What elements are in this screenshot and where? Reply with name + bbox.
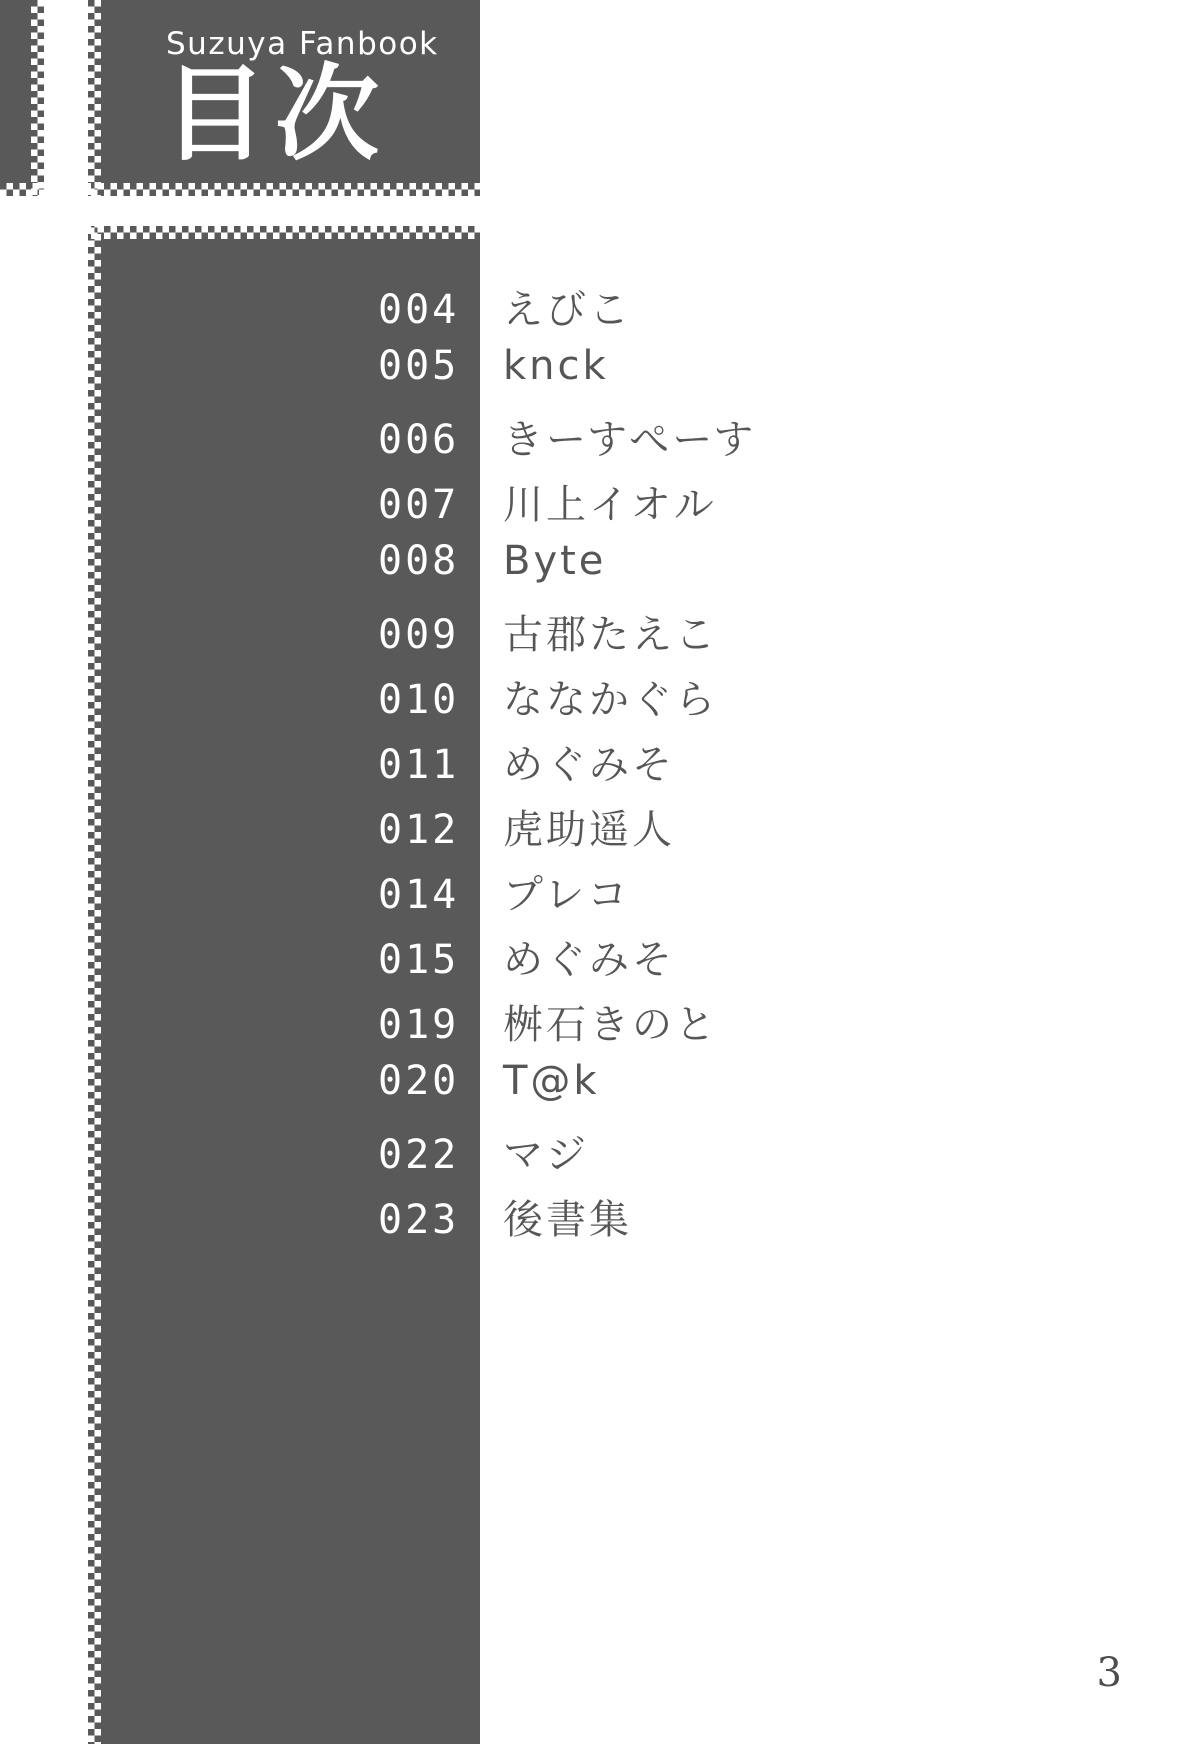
list-item[interactable] [378,863,978,928]
list-item[interactable] [378,1058,978,1123]
list-item[interactable] [378,733,978,798]
list-item[interactable] [378,408,978,473]
list-item[interactable] [378,1123,978,1188]
toc-entry-name: えびこ [503,287,632,333]
fanbook-subtitle: Suzuya Fanbook [166,26,439,62]
list-item[interactable] [378,343,978,408]
toc-page-number: 020 [378,1058,460,1104]
toc-page-number: 019 [378,1002,460,1048]
toc-page-number: 006 [378,417,460,463]
toc-page-number: 009 [378,612,460,658]
toc-page-number: 005 [378,343,460,389]
list-item[interactable] [378,668,978,733]
toc-page-number: 012 [378,807,460,853]
ribbon-zigzag-right-icon [88,0,101,1744]
toc-entry-name: 古郡たえこ [503,612,718,658]
toc-page-number: 014 [378,872,460,918]
toc-entry-name: ななかぐら [503,677,718,723]
list-item[interactable] [378,928,978,993]
toc-page-number: 011 [378,742,460,788]
toc-entry-name: 後書集 [503,1197,632,1243]
page-title: 目次 [163,53,388,175]
toc-entry-name: マジ [503,1132,589,1178]
toc-page-number: 008 [378,538,460,584]
toc-page-number: 007 [378,482,460,528]
list-item[interactable] [378,1188,978,1253]
toc-entry-name: めぐみそ [503,937,675,983]
toc-page-number: 023 [378,1197,460,1243]
toc-page-number: 004 [378,287,460,333]
toc-page-number: 022 [378,1132,460,1178]
toc-entry-name: めぐみそ [503,742,675,788]
toc-entry-name: T@k [503,1058,600,1104]
list-item[interactable] [378,798,978,863]
toc-page-number: 015 [378,937,460,983]
table-of-contents [378,278,978,1253]
vertical-ribbon [44,0,88,1744]
toc-entry-name: 桝石きのと [503,1002,718,1048]
toc-entry-name: きーすぺーす [503,417,757,463]
list-item[interactable] [378,278,978,343]
list-item[interactable] [378,993,978,1058]
toc-entry-name: knck [503,343,609,389]
list-item[interactable] [378,473,978,538]
ribbon-zigzag-left-icon [31,0,44,1744]
list-item[interactable] [378,538,978,603]
folio-page-number: 3 [1096,1650,1122,1696]
toc-entry-name: Byte [503,538,607,584]
list-item[interactable] [378,603,978,668]
toc-page-number: 010 [378,677,460,723]
toc-entry-name: プレコ [503,872,631,918]
toc-entry-name: 川上イオル [503,482,717,528]
toc-entry-name: 虎助遥人 [503,807,675,853]
